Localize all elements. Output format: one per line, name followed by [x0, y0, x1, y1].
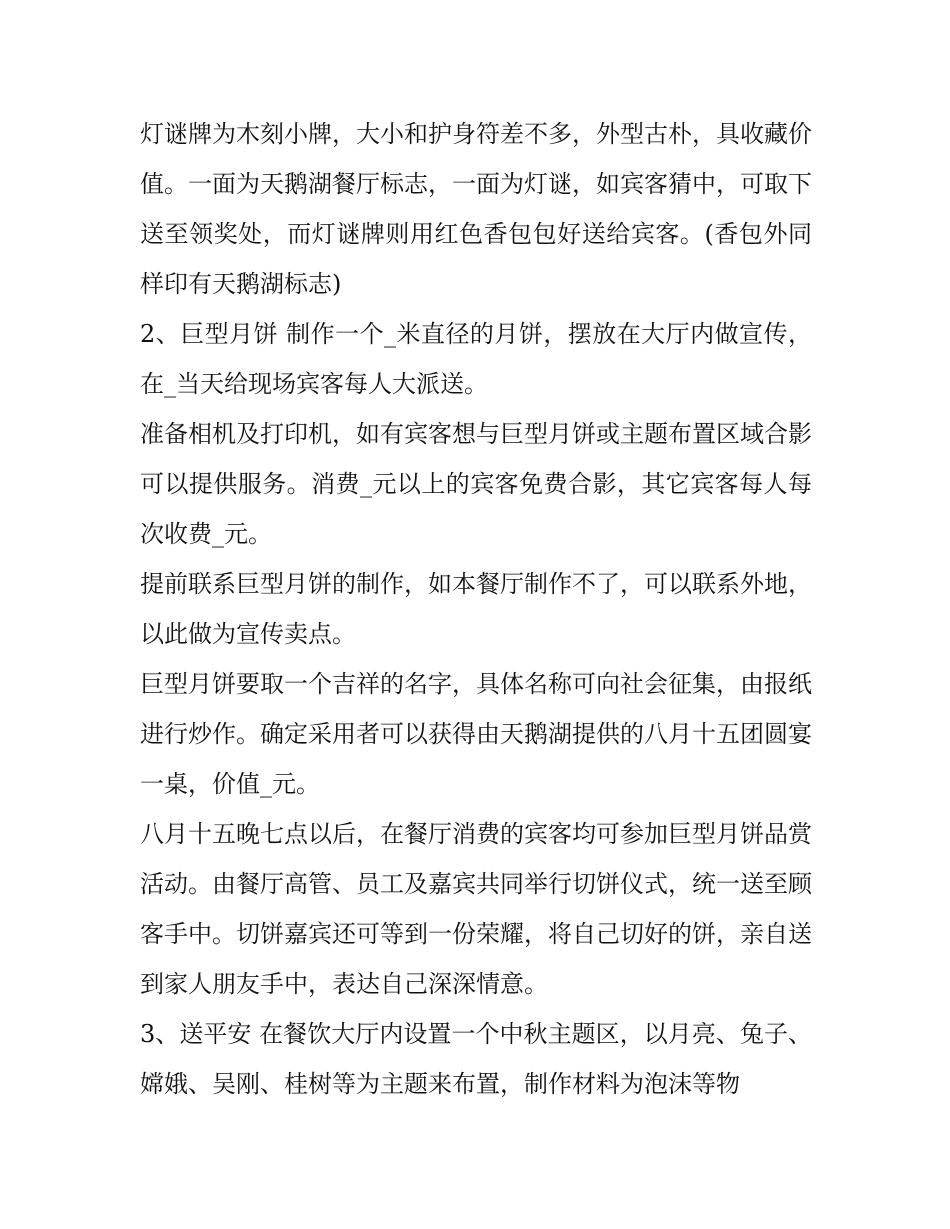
paragraph-giant-mooncake: 2、巨型月饼 制作一个_米直径的月饼，摆放在大厅内做宣传，在_当天给现场宾客每人大派送。 — [140, 320, 812, 398]
paragraph-send-peace: 3、送平安 在餐饮大厅内设置一个中秋主题区，以月亮、兔子、嫦娥、吴刚、桂树等为主题来布置，制作材料为泡沫等物 — [140, 1020, 812, 1098]
paragraph-mooncake-naming: 巨型月饼要取一个吉祥的名字，具体名称可向社会征集，由报纸进行炒作。确定采用者可以获得由天鹅湖提供的八月十五团圆宴一桌，价值_元。 — [140, 670, 812, 798]
document-body — [140, 109, 812, 1109]
paragraph-photo-service: 准备相机及打印机，如有宾客想与巨型月饼或主题布置区域合影可以提供服务。消费_元以上的宾客免费合影，其它宾客每人每次收费_元。 — [140, 420, 812, 548]
paragraph-mooncake-production: 提前联系巨型月饼的制作，如本餐厅制作不了，可以联系外地，以此做为宣传卖点。 — [140, 570, 812, 648]
paragraph-mooncake-tasting: 八月十五晚七点以后，在餐厅消费的宾客均可参加巨型月饼品赏活动。由餐厅高管、员工及嘉宾共同举行切饼仪式，统一送至顾客手中。切饼嘉宾还可等到一份荣耀，将自己切好的饼，亲自送到家人朋友手中，表达自己深深情意。 — [140, 820, 812, 998]
paragraph-lantern-riddle-plaque: 灯谜牌为木刻小牌，大小和护身符差不多，外型古朴，具收藏价值。一面为天鹅湖餐厅标志，一面为灯谜，如宾客猜中，可取下送至领奖处，而灯谜牌则用红色香包包好送给宾客。(香包外同样印有天鹅湖标志) — [140, 120, 812, 298]
